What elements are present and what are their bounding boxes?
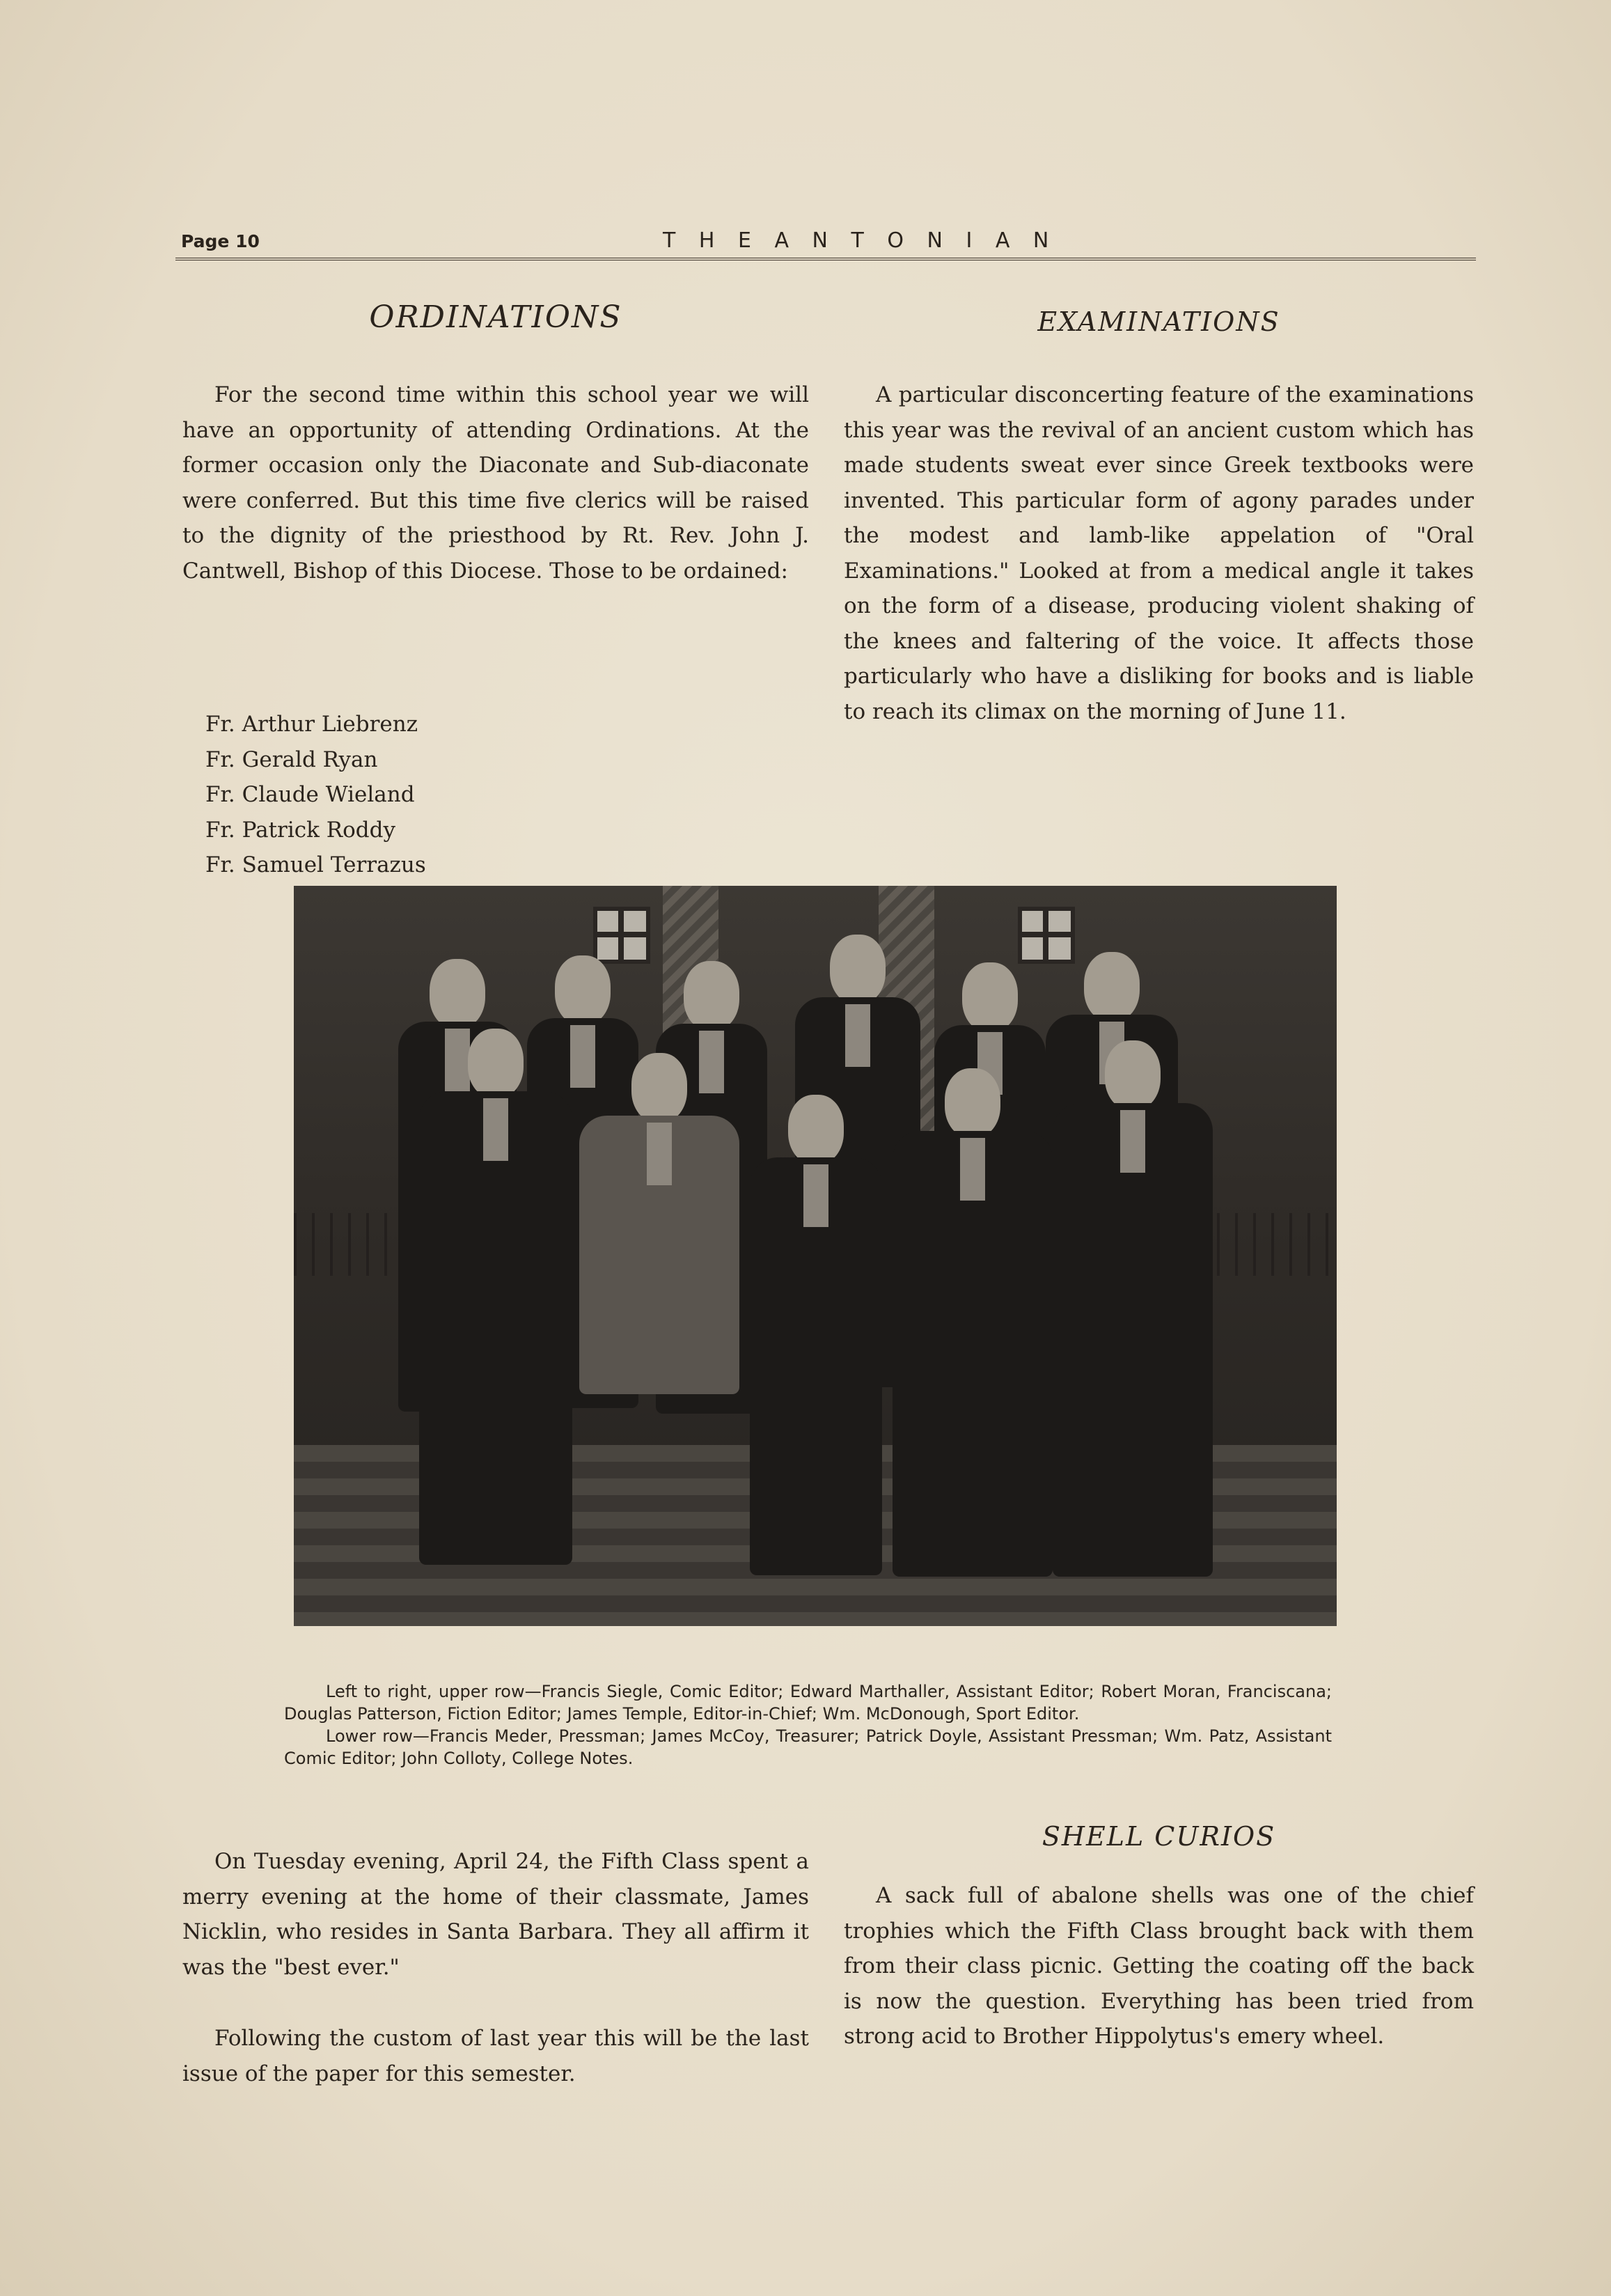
shell-curios-body: A sack full of abalone shells was one of the chief trophies which the Fifth Class brought back with them from their class picnic. Getting the coating off the back is now the question. Everything has been tried from strong acid to Brother Hippolytus's emery wheel.: [844, 1883, 1474, 2049]
ordinands-list: [205, 707, 426, 883]
examinations-body: A particular disconcerting feature of the examinations this year was the revival of an ancient custom which has made students sweat ever since Greek textbooks were invented. This particular form of agony parades under the modest and lamb-like appelation of "Oral Examinations." Looked at from a medical angle it takes on the form of a disease, producing violent shaking of the knees and faltering of the voice. It affects those particularly who have a disliking for books and is liable to reach its climax on the morning of June 11.: [844, 382, 1474, 724]
fifth-class-evening-body: On Tuesday evening, April 24, the Fifth Class spent a merry evening at the home of their classmate, James Nicklin, who resides in Santa Barbara. They all affirm it was the "best ever.": [182, 1849, 809, 1980]
shell-curios-heading: SHELL CURIOS: [1042, 1821, 1276, 1852]
page-number: Page 10: [181, 231, 260, 251]
examinations-heading: EXAMINATIONS: [1037, 306, 1280, 337]
caption-upper-row: Left to right, upper row—Francis Siegle, Comic Editor; Edward Marthaller, Assistant Editor; Robert Moran, Franciscana; Douglas Patterson, Fiction Editor; James Temple, Editor-in-Chief; Wm. McDonough, Sport Editor.: [284, 1682, 1332, 1724]
ordinand-name: Fr. Claude Wieland: [205, 782, 415, 807]
masthead: T H E A N T O N I A N: [663, 228, 1058, 253]
last-issue-body: Following the custom of last year this will be the last issue of the paper for this semester.: [182, 2026, 809, 2086]
ordinations-heading: ORDINATIONS: [369, 299, 622, 335]
person-lower-5: [1053, 1040, 1213, 1570]
ordinand-name: Fr. Arthur Liebrenz: [205, 712, 418, 737]
ordinations-body: For the second time within this school year we will have an opportunity of attending Ordinations. At the former occasion only the Diaconate and Sub-diaconate were conferred. But this time five clerics will be raised to the dignity of the priesthood by Rt. Rev. John J. Cantwell, Bishop of this Diocese. Those to be ordained:: [182, 382, 809, 584]
caption-lower-row: Lower row—Francis Meder, Pressman; James McCoy, Treasurer; Patrick Doyle, Assistant Pressman; Wm. Patz, Assistant Comic Editor; John Colloty, College Notes.: [284, 1726, 1332, 1768]
staff-group-photo: [294, 886, 1337, 1626]
photo-caption: [284, 1680, 1332, 1770]
person-lower-3: [750, 1095, 882, 1582]
person-lower-4: [893, 1068, 1053, 1584]
page-header: [175, 230, 1476, 260]
ordinand-name: Fr. Samuel Terrazus: [205, 852, 426, 877]
person-lower-2: [579, 1053, 739, 1568]
ordinand-name: Fr. Gerald Ryan: [205, 747, 378, 772]
person-lower-1: [419, 1029, 572, 1558]
ordinand-name: Fr. Patrick Roddy: [205, 817, 395, 843]
